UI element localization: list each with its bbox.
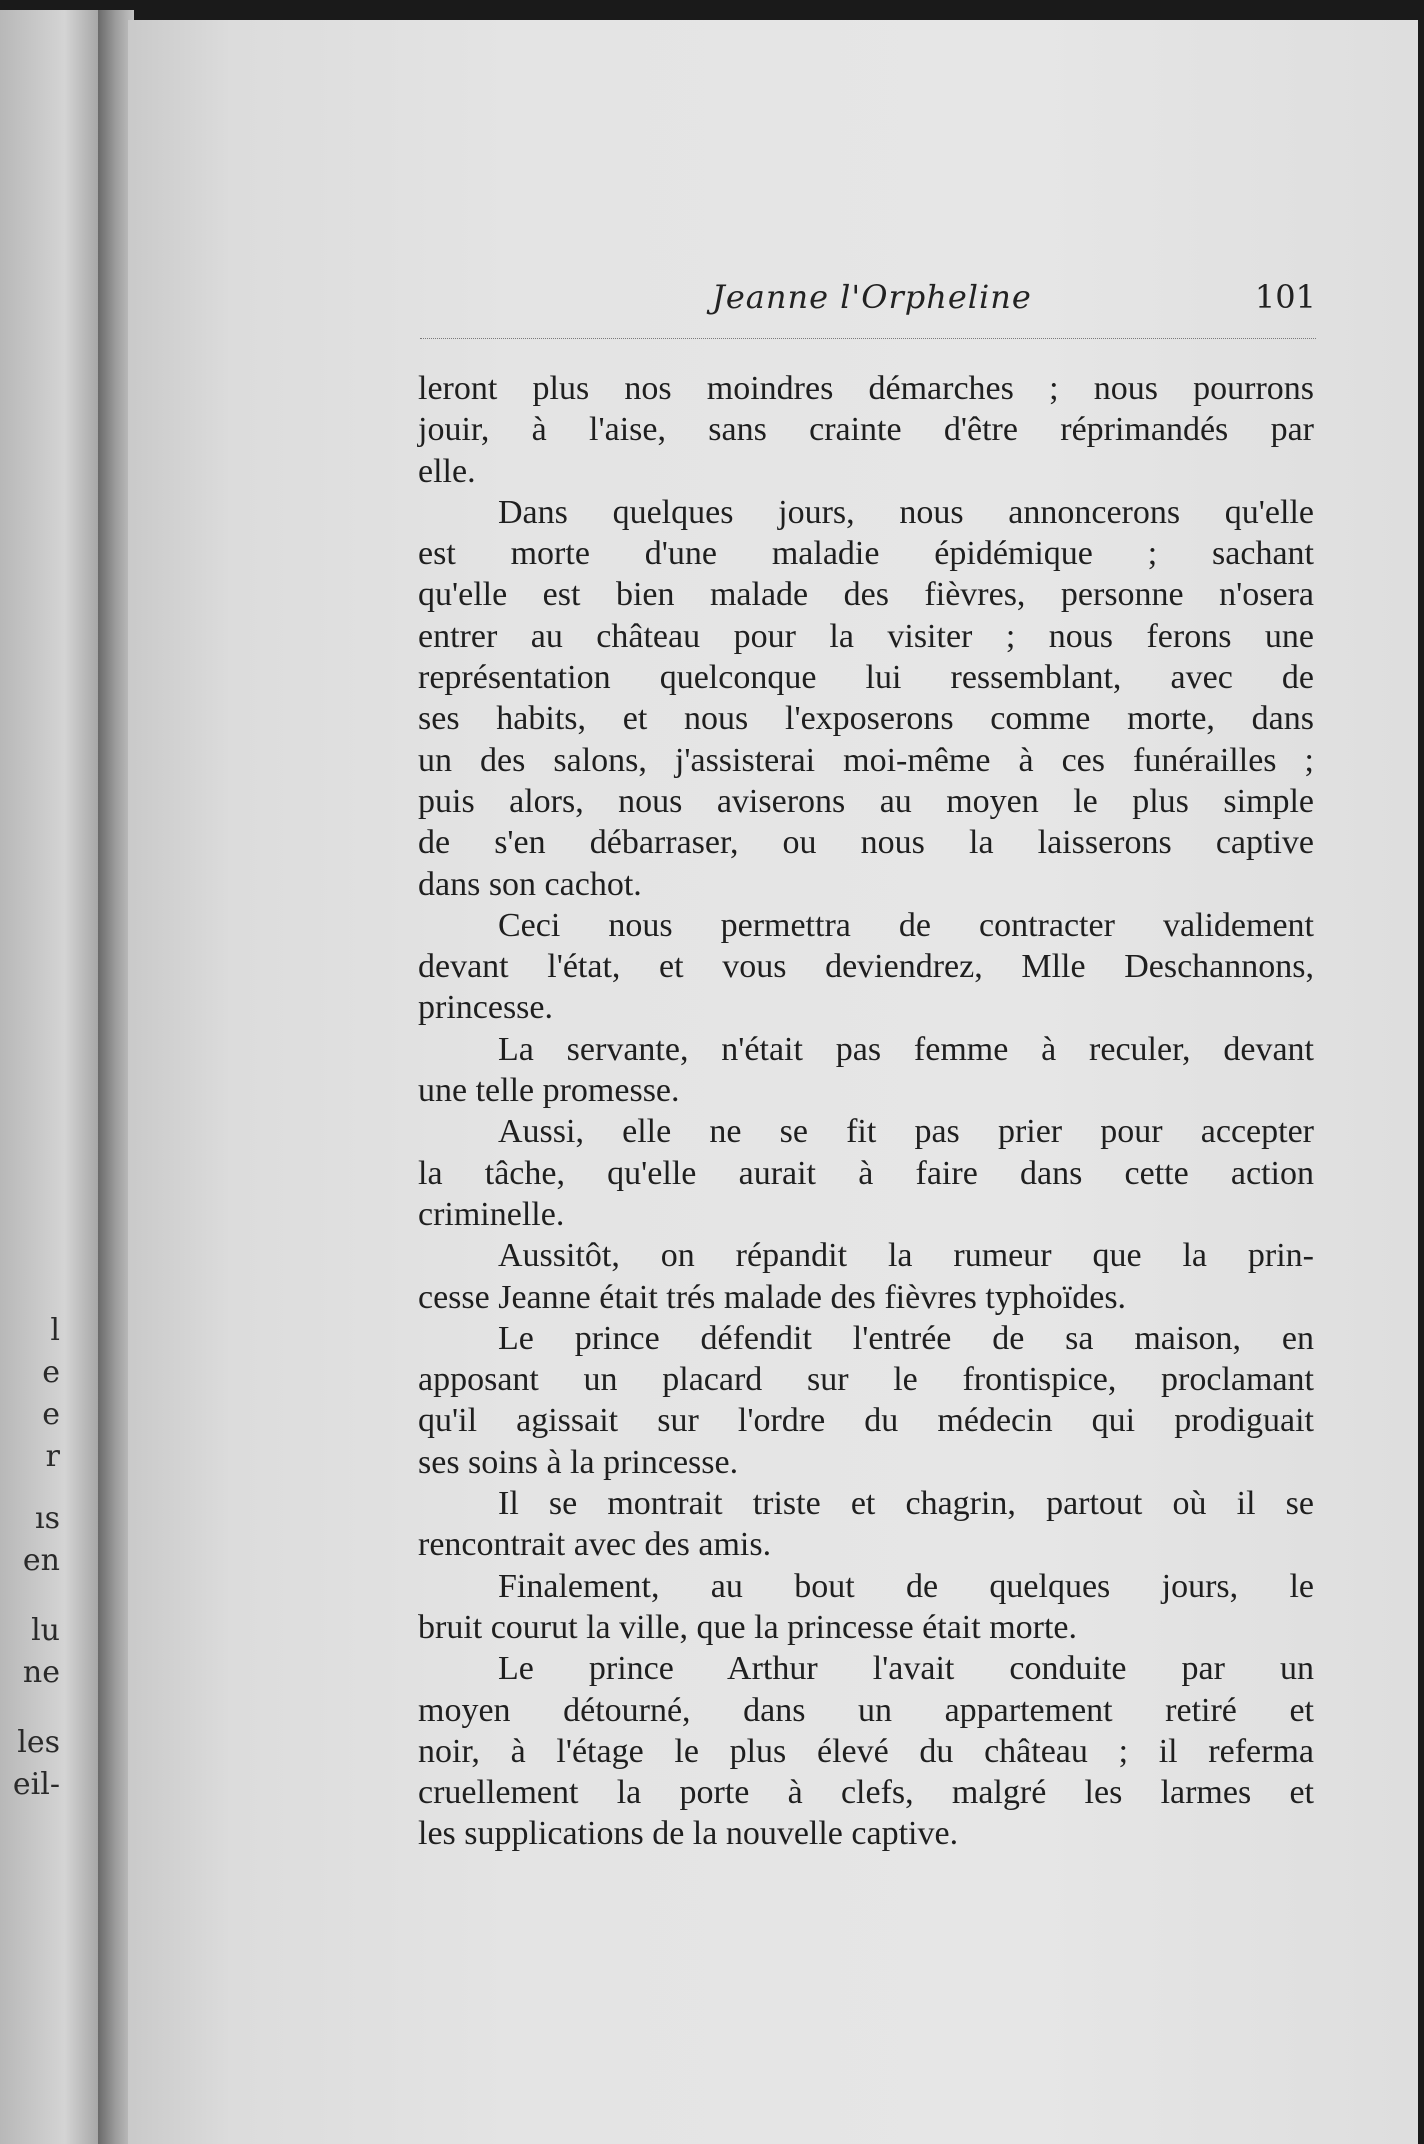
text-line: entrer au château pour la visiter ; nous ferons une [418, 617, 1314, 655]
text-line: Finalement, au bout de quelques jours, le [498, 1567, 1314, 1605]
text-line: cruellement la porte à clefs, malgré les larmes et [418, 1774, 1314, 1812]
text-line: ses soins à la princesse. [418, 1443, 739, 1481]
facing-fragment: l [50, 1313, 60, 1348]
text-line: bruit courut la ville, que la princesse était morte. [418, 1608, 1077, 1646]
facing-fragment: eil- [12, 1767, 60, 1802]
text-line: moyen détourné, dans un appartement retiré et [418, 1691, 1314, 1729]
text-line: représentation quelconque lui ressemblant, avec de [418, 659, 1314, 697]
text-line: les supplications de la nouvelle captive. [418, 1815, 959, 1853]
text-line: dans son cachot. [418, 865, 642, 903]
text-line: Dans quelques jours, nous annoncerons qu'elle [498, 493, 1314, 531]
facing-fragment: ıs [35, 1501, 60, 1536]
text-line: Aussitôt, on répandit la rumeur que la prin- [498, 1237, 1314, 1275]
text-line: Ceci nous permettra de contracter validement [498, 906, 1314, 944]
text-line: la tâche, qu'elle aurait à faire dans cette action [418, 1154, 1314, 1192]
text-line: rencontrait avec des amis. [418, 1526, 772, 1564]
text-line: un des salons, j'assisterai moi-même à ces funérailles ; [418, 741, 1314, 779]
facing-fragment: r [45, 1439, 60, 1474]
text-line: de s'en débarraser, ou nous la laisserons captive [418, 824, 1314, 862]
text-line: Le prince Arthur l'avait conduite par un [498, 1650, 1314, 1688]
text-line: est morte d'une maladie épidémique ; sachant [418, 535, 1314, 573]
facing-fragment: e [42, 1355, 60, 1390]
book-page [128, 20, 1418, 2144]
text-line: princesse. [418, 989, 554, 1027]
facing-fragment: lu [31, 1613, 60, 1648]
facing-fragment: ne [22, 1655, 60, 1690]
facing-fragment: les [17, 1725, 60, 1760]
text-line: elle. [418, 452, 476, 490]
text-line: criminelle. [418, 1195, 565, 1233]
page-number: 101 [1254, 278, 1316, 316]
text-line: apposant un placard sur le frontispice, proclamant [418, 1361, 1314, 1399]
text-line: une telle promesse. [418, 1072, 680, 1110]
text-line: leront plus nos moindres démarches ; nous pourrons [418, 370, 1314, 407]
text-line: jouir, à l'aise, sans crainte d'être réprimandés par [418, 411, 1314, 449]
facing-fragment: e [42, 1397, 60, 1432]
text-line: ses habits, et nous l'exposerons comme morte, dans [418, 700, 1314, 738]
text-line: devant l'état, et vous deviendrez, Mlle Deschannons, [418, 948, 1314, 986]
body-text [418, 368, 1314, 1855]
text-line: qu'elle est bien malade des fièvres, personne n'osera [418, 576, 1314, 614]
text-line: puis alors, nous aviserons au moyen le plus simple [418, 782, 1314, 820]
text-line: Il se montrait triste et chagrin, partout où il se [498, 1485, 1314, 1523]
text-line: qu'il agissait sur l'ordre du médecin qui prodiguait [418, 1402, 1314, 1440]
facing-page-text-fragments [0, 1310, 60, 1806]
text-line: cesse Jeanne était trés malade des fièvres typhoïdes. [418, 1278, 1127, 1316]
text-line: Aussi, elle ne se fit pas prier pour accepter [498, 1113, 1314, 1151]
page-header [420, 278, 1316, 339]
text-line: Le prince défendit l'entrée de sa maison, en [498, 1319, 1314, 1357]
facing-fragment: en [22, 1543, 60, 1578]
facing-page-edge [0, 10, 108, 2144]
text-line: La servante, n'était pas femme à reculer, devant [498, 1030, 1314, 1068]
running-title: Jeanne l'Orpheline [712, 278, 1032, 316]
text-line: noir, à l'étage le plus élevé du château ; il referma [418, 1732, 1314, 1770]
